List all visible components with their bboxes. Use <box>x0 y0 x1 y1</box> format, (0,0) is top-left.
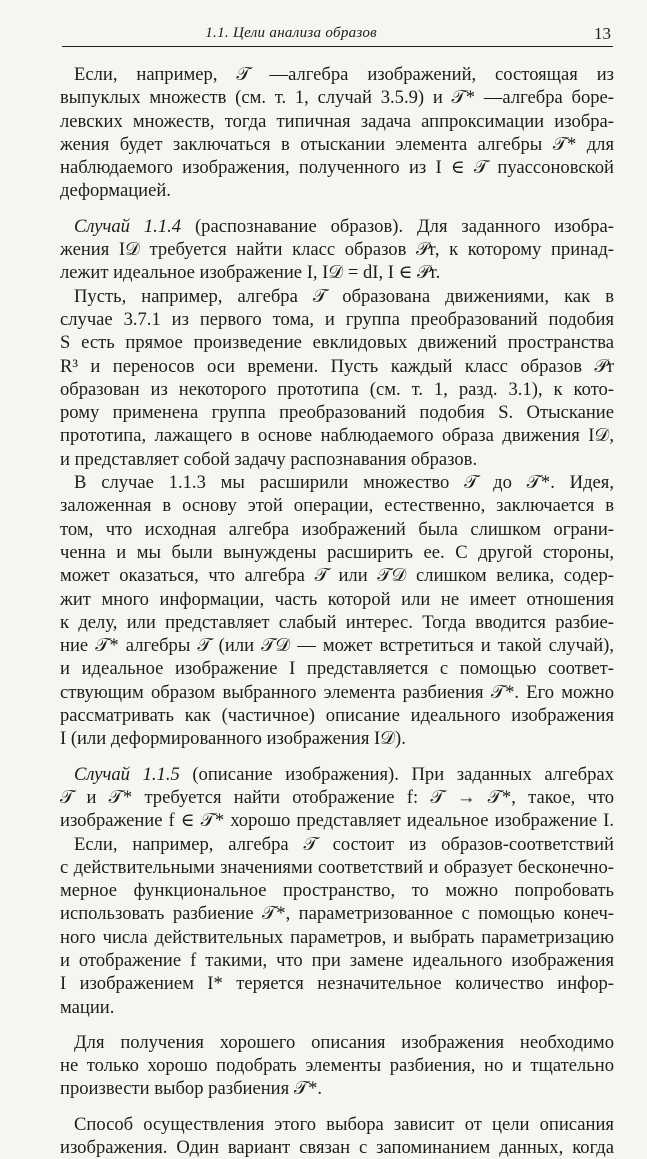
case-1-1-4 <box>60 215 614 285</box>
text-line: заложенная в основу этой операции, естественно, заключается в <box>60 495 614 517</box>
paragraph-6 <box>60 833 614 1019</box>
text-line: мерное функциональное пространство, то можно попробовать <box>60 880 614 902</box>
text-line: наблюдаемого изображения, полученного из I ∈ 𝒯 пуассоновской <box>60 157 614 179</box>
text-line: S есть прямое произведение евклидовых движений пространства <box>60 332 614 354</box>
page-number: 13 <box>594 24 611 43</box>
text-line: том, что исходная алгебра изображений была слишком ограни- <box>60 518 614 540</box>
text-line: с действительными значениями соответствий и образует бесконечно- <box>60 856 614 878</box>
text-line: жения будет заключаться в отыскании элемента алгебры 𝒯* для <box>60 133 614 155</box>
text-line: произвести выбор разбиения 𝒯*. <box>60 1078 323 1100</box>
text-line: ствующим образом выбранного элемента разбиения 𝒯*. Его можно <box>60 681 614 703</box>
paragraph-1 <box>60 63 614 203</box>
paragraph-8 <box>60 1113 614 1159</box>
paragraph-3 <box>60 285 614 471</box>
text-line: деформацией. <box>60 180 171 202</box>
case-label: Случай 1.1.4 <box>74 215 182 237</box>
text-line: Для получения хорошего описания изображения необходимо <box>74 1031 614 1053</box>
text-line: ченна и мы были вынуждены расширить ее. С другой стороны, <box>60 541 614 563</box>
text-line: I изображением I* теряется незначительное количество инфор- <box>60 973 614 995</box>
text-line: изображение f ∈ 𝒯* хорошо представляет идеальное изображение I. <box>60 810 614 832</box>
text-line: не только хорошо подобрать элементы разбиения, но и тщательно <box>60 1055 614 1077</box>
text-line: и идеальное изображение I представляется с помощью соответ- <box>60 658 614 680</box>
text-line: и представляет собой задачу распознавания образов. <box>60 448 478 470</box>
text-line: 𝒯 и 𝒯* требуется найти отображение f: 𝒯 → 𝒯*, такое, что <box>60 786 614 808</box>
text-line: В случае 1.1.3 мы расширили множество 𝒯 до 𝒯*. Идея, <box>74 472 614 494</box>
text-line: и отображение f такими, что при замене идеального изображения <box>60 949 614 971</box>
text-line: жения I𝒟 требуется найти класс образов 𝒫r, к которому принад- <box>60 239 614 261</box>
text-line: рассматривать как (частичное) описание идеального изображения <box>60 705 614 727</box>
text-line: может оказаться, что алгебра 𝒯 или 𝒯𝒟 слишком велика, содер- <box>60 565 614 587</box>
text-line: образован из некоторого прототипа (см. т. 1, разд. 3.1), к кото- <box>60 378 614 400</box>
text-line: лежит идеальное изображение I, I𝒟 = dI, I ∈ 𝒫r. <box>60 262 441 284</box>
text-line: Способ осуществления этого выбора зависит от цели описания <box>74 1113 614 1135</box>
text-line: случае 3.7.1 из первого тома, и группа преобразований подобия <box>60 308 614 330</box>
paragraph-7 <box>60 1031 614 1101</box>
text-line: к делу, или представляет слабый интерес. Тогда вводится разбие- <box>60 611 614 633</box>
case-label: Случай 1.1.5 <box>74 763 180 785</box>
paragraph-4 <box>60 471 614 751</box>
text-line: выпуклых множеств (см. т. 1, случай 3.5.9) и 𝒯* —алгебра боре- <box>60 87 614 109</box>
text-line: Пусть, например, алгебра 𝒯 образована движениями, как в <box>74 285 614 307</box>
text-line: Если, например, 𝒯 —алгебра изображений, состоящая из <box>74 64 614 85</box>
text-line: прототипа, лажащего в основе наблюдаемого образа движения I𝒟, <box>60 425 614 447</box>
text-line: мации. <box>60 996 115 1018</box>
text-line: I (или деформированного изображения I𝒟). <box>60 728 406 750</box>
text-line: R³ и переносов оси времени. Пусть каждый класс образов 𝒫r <box>60 355 614 377</box>
text-line: Случай 1.1.5 (описание изображения). При заданных алгебрах <box>74 763 614 785</box>
text-line: Случай 1.1.4 (распознавание образов). Для заданного изобра- <box>74 215 614 237</box>
page-header <box>62 24 613 47</box>
text-line: ного числа действительных параметров, и выбрать параметризацию <box>60 926 614 948</box>
running-head: 1.1. Цели анализа образов <box>205 25 377 41</box>
case-1-1-5 <box>60 763 614 833</box>
page-body <box>60 63 614 1159</box>
text-line: рому применена группа преобразований подобия S. Отыскание <box>60 402 614 424</box>
text-line: изображения. Один вариант связан с запоминанием данных, когда <box>60 1137 614 1159</box>
text-line: жит много информации, часть которой или не имеет отношения <box>60 588 614 610</box>
text-line: Если, например, алгебра 𝒯 состоит из образов-соответствий <box>74 833 614 855</box>
text-line: ние 𝒯* алгебры 𝒯 (или 𝒯𝒟 — может встретиться и такой случай), <box>60 635 614 657</box>
text-line: использовать разбиение 𝒯*, параметризованное с помощью конеч- <box>60 903 614 925</box>
text-line: левских множеств, тогда типичная задача аппроксимации изобра- <box>60 110 614 132</box>
